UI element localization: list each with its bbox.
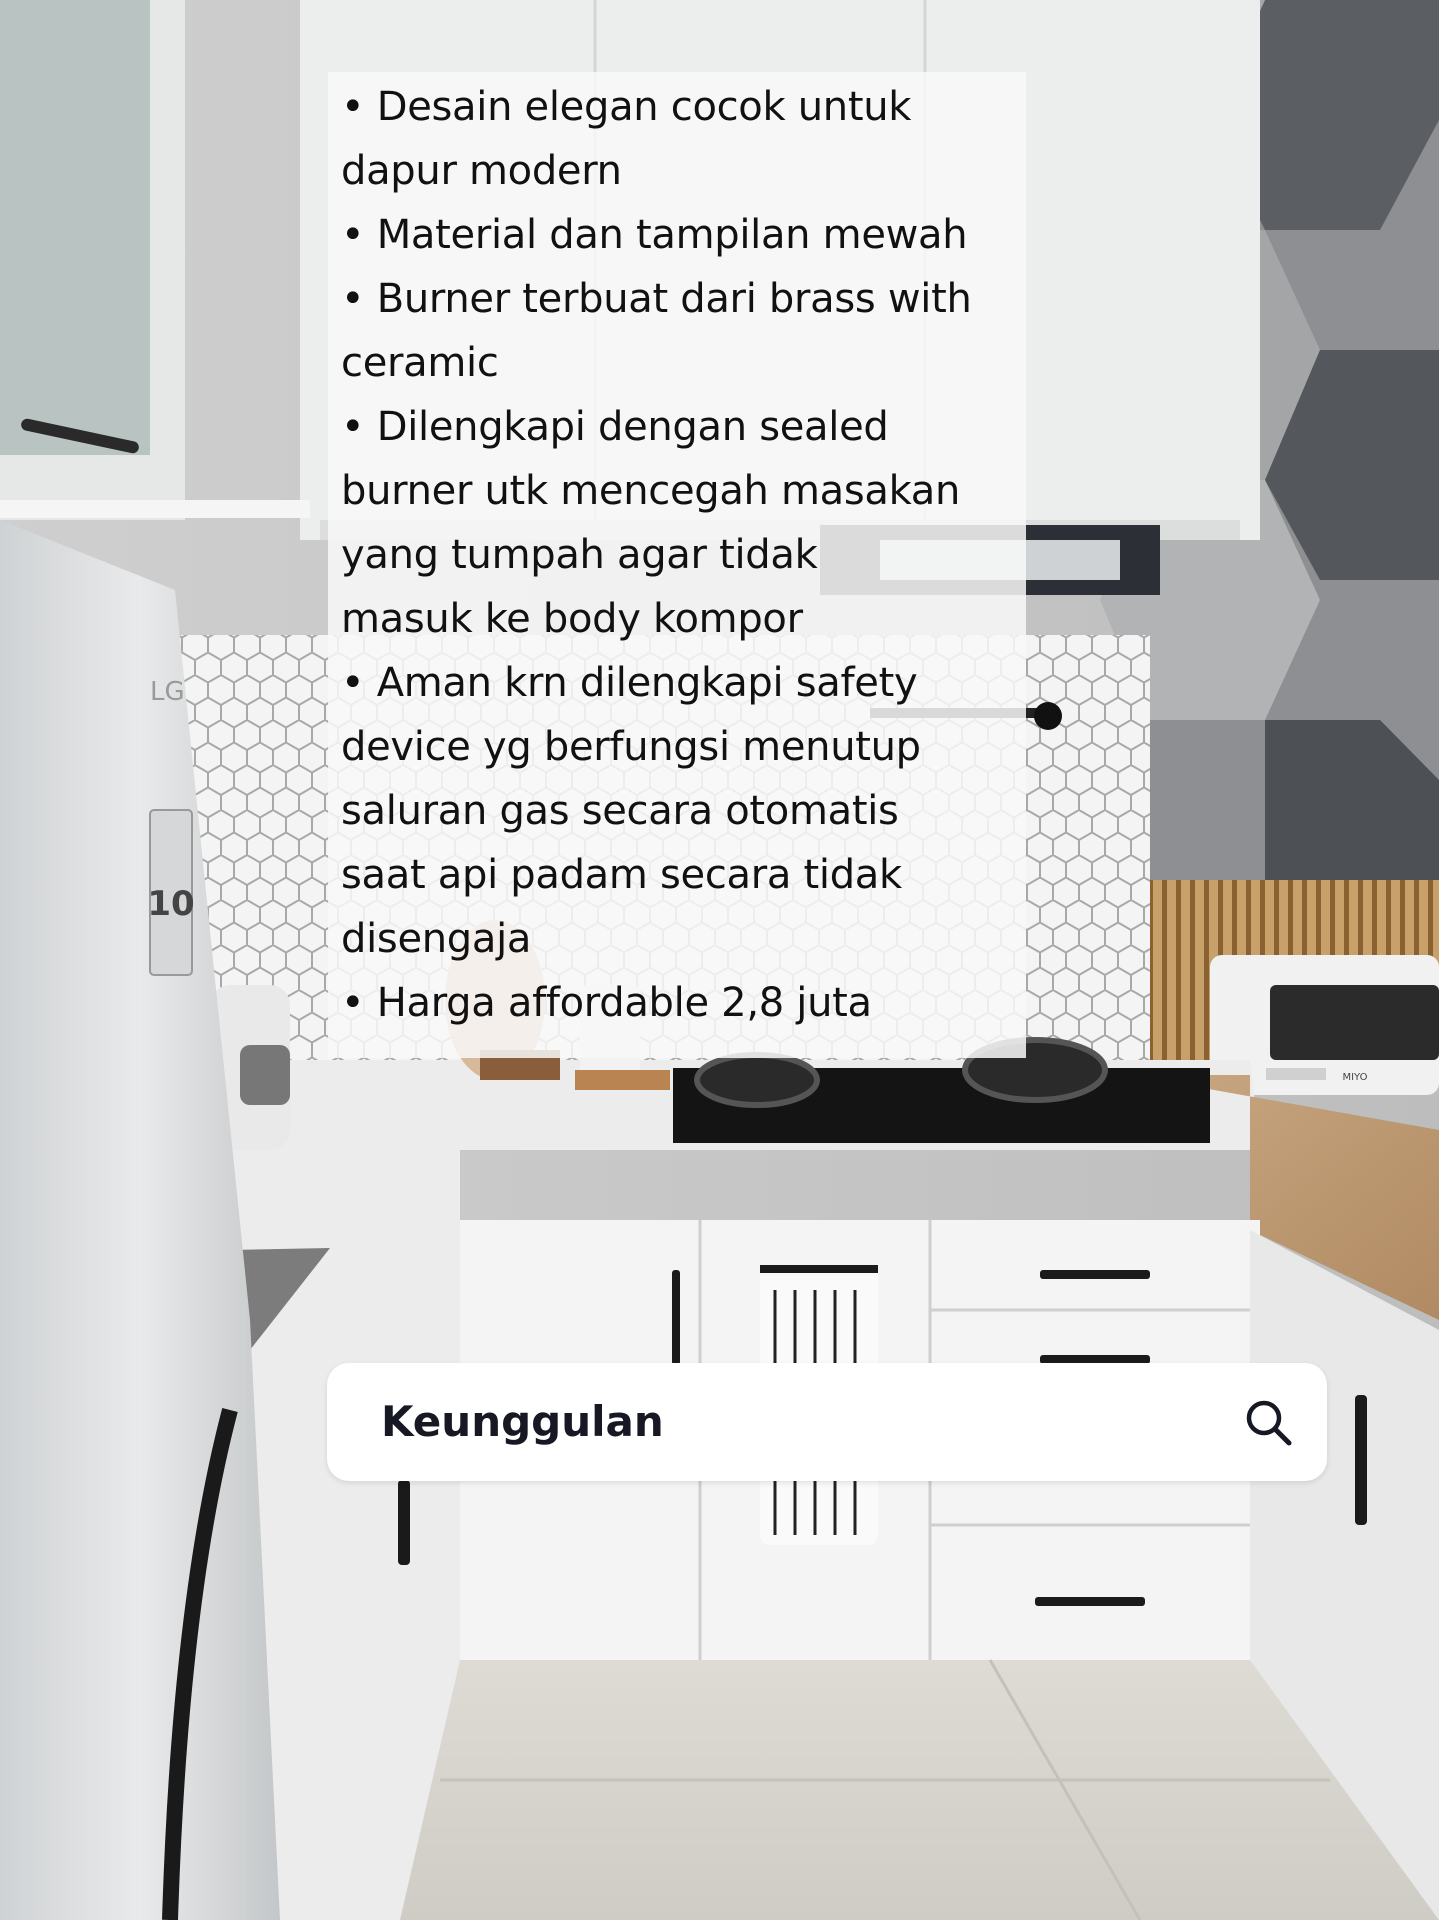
bullet-item: • Material dan tampilan mewah [341,212,968,258]
search-icon[interactable] [1243,1397,1295,1449]
search-bar[interactable] [327,1363,1327,1481]
search-query-text: Keunggulan [381,1397,664,1446]
fridge-energy-badge: 10 [147,884,195,924]
caption-bullet-list [341,75,1031,1035]
bullet-item: • Burner terbuat dari brass with ceramic [341,276,972,386]
svg-text:LG: LG [150,677,185,707]
bullet-item: • Dilengkapi dengan sealed burner utk mencegah masakan yang tumpah agar tidak masuk ke body kompor [341,404,961,642]
bullet-item: • Desain elegan cocok untuk dapur modern [341,84,912,194]
bullet-item: • Aman krn dilengkapi safety device yg berfungsi menutup saluran gas secara otomatis saat api padam secara tidak disengaja [341,660,921,962]
bullet-item: • Harga affordable 2,8 juta [341,980,872,1026]
oven-brand-label: MIYO [1342,1072,1368,1083]
